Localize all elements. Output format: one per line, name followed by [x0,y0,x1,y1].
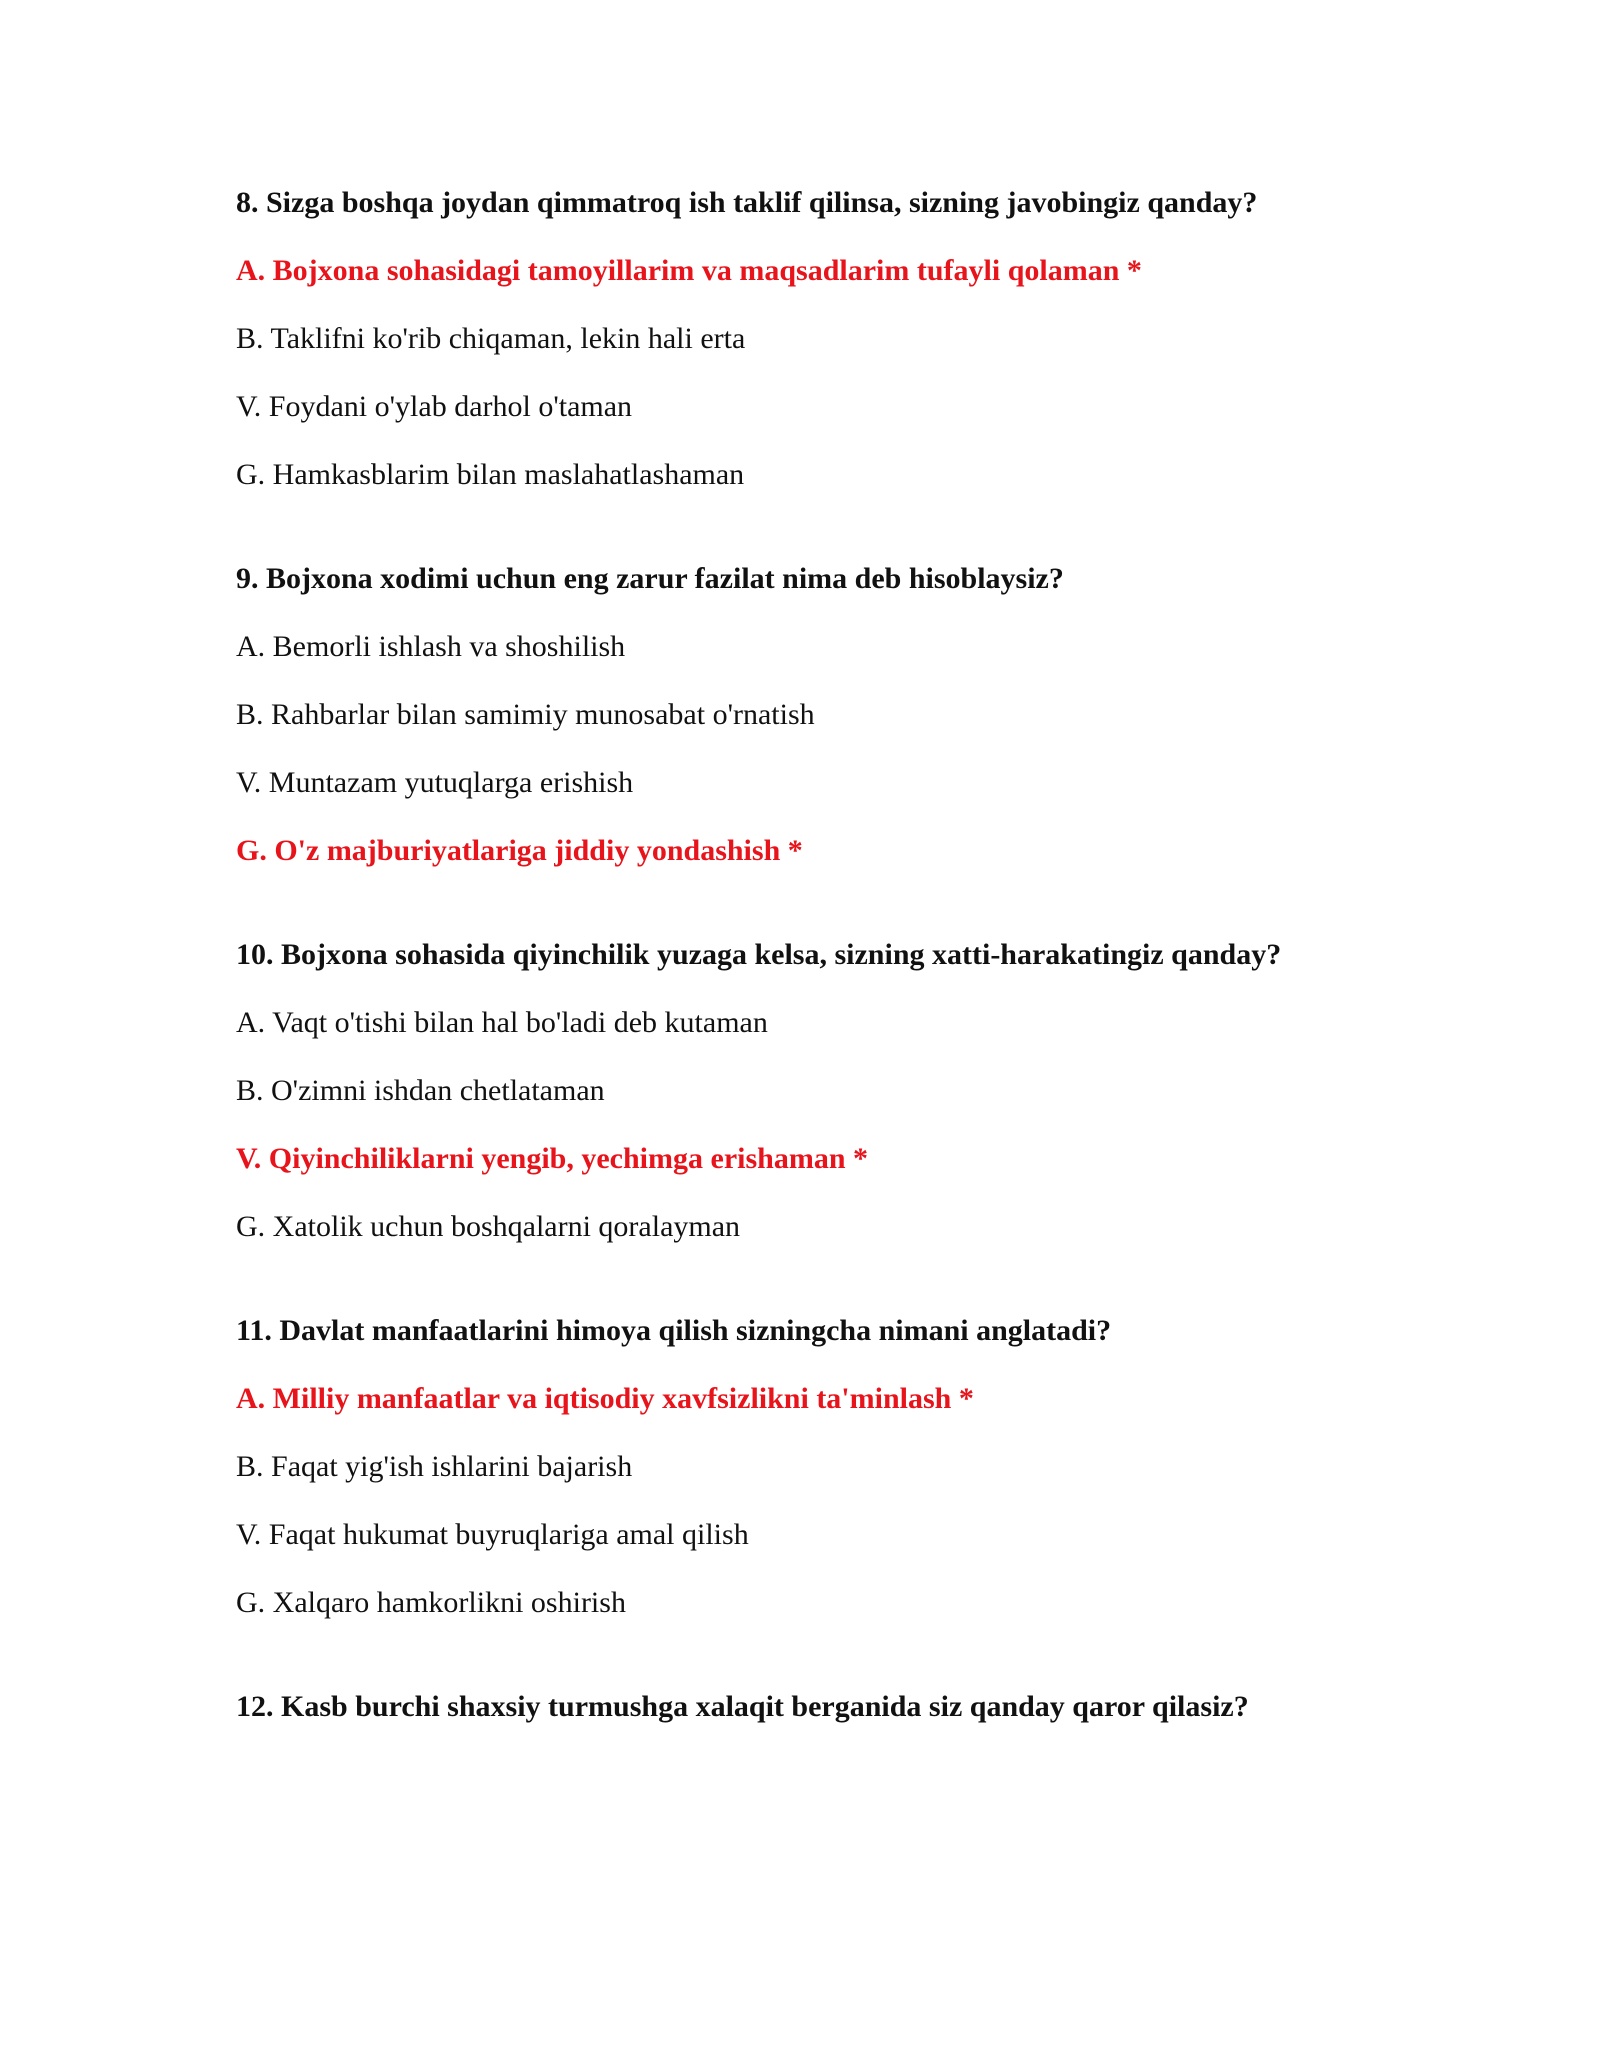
question-text: 10. Bojxona sohasida qiyinchilik yuzaga kelsa, sizning xatti-harakatingiz qanday? [236,938,1282,971]
answer-option: G. Hamkasblarim bilan maslahatlashaman [236,458,745,491]
question-text: 8. Sizga boshqa joydan qimmatroq ish taklif qilinsa, sizning javobingiz qanday? [236,186,1258,219]
question-11 [236,1313,1436,1621]
answer-option: A. Bemorli ishlash va shoshilish [236,630,626,663]
question-12 [236,1689,1436,1725]
question-9 [236,561,1436,869]
answer-option-correct: A. Milliy manfaatlar va iqtisodiy xavfsizlikni ta'minlash * [236,1382,974,1415]
answer-option-correct: V. Qiyinchiliklarni yengib, yechimga erishaman * [236,1142,869,1175]
answer-option: B. Taklifni ko'rib chiqaman, lekin hali erta [236,322,746,355]
question-text: 11. Davlat manfaatlarini himoya qilish sizningcha nimani anglatadi? [236,1314,1112,1347]
answer-option: V. Muntazam yutuqlarga erishish [236,766,634,799]
question-8 [236,185,1436,493]
question-text: 12. Kasb burchi shaxsiy turmushga xalaqit berganida siz qanday qaror qilasiz? [236,1690,1249,1723]
document-page [236,185,1436,1793]
answer-option: G. Xalqaro hamkorlikni oshirish [236,1586,626,1619]
question-text: 9. Bojxona xodimi uchun eng zarur fazilat nima deb hisoblaysiz? [236,562,1064,595]
answer-option-correct: G. O'z majburiyatlariga jiddiy yondashish * [236,834,803,867]
answer-option: B. O'zimni ishdan chetlataman [236,1074,605,1107]
question-10 [236,937,1436,1245]
answer-option: A. Vaqt o'tishi bilan hal bo'ladi deb kutaman [236,1006,768,1039]
answer-option: B. Rahbarlar bilan samimiy munosabat o'rnatish [236,698,815,731]
answer-option-correct: A. Bojxona sohasidagi tamoyillarim va maqsadlarim tufayli qolaman * [236,254,1142,287]
answer-option: V. Foydani o'ylab darhol o'taman [236,390,633,423]
answer-option: B. Faqat yig'ish ishlarini bajarish [236,1450,633,1483]
answer-option: V. Faqat hukumat buyruqlariga amal qilish [236,1518,749,1551]
answer-option: G. Xatolik uchun boshqalarni qoralayman [236,1210,741,1243]
